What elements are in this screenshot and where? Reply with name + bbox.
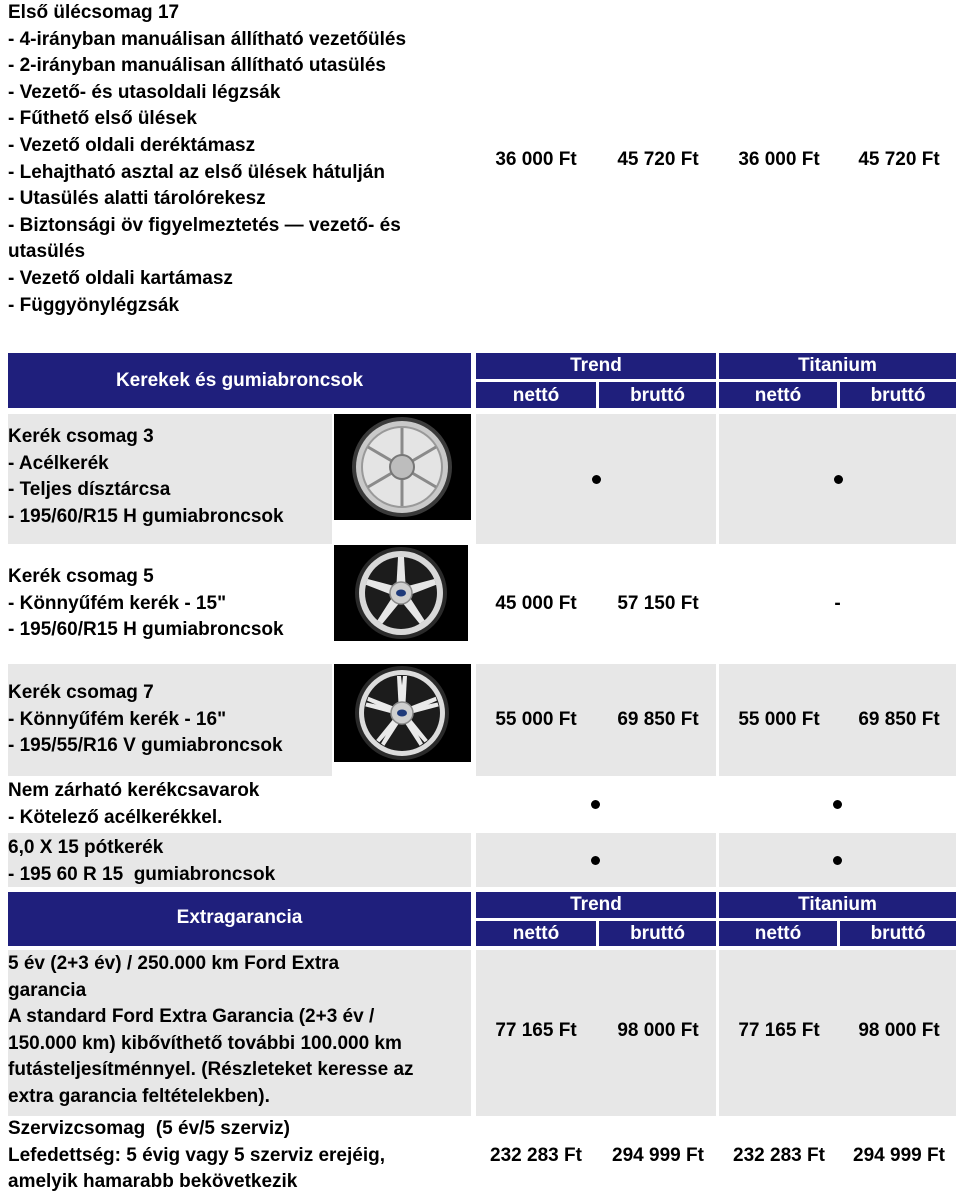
extra-warranty-line: garancia — [8, 979, 87, 1001]
service-pack-titanium-netto: 232 283 Ft — [733, 1145, 825, 1166]
lock-nuts-title: Nem zárható kerékcsavarok — [8, 780, 260, 801]
wheel-pack-5-line: - Könnyűfém kerék - 15" — [8, 592, 227, 614]
spare-wheel-line: - 195 60 R 15 gumiabroncsok — [8, 863, 276, 885]
warranty-header-brutto: bruttó — [870, 923, 926, 944]
included-dot — [591, 856, 600, 865]
warranty-header-trend-cell — [476, 892, 716, 918]
wheels-header-trend: Trend — [570, 355, 622, 376]
wheel-pack-5-trend-netto: 45 000 Ft — [495, 593, 577, 614]
wheel-pack-7-line: - Könnyűfém kerék - 16" — [8, 708, 227, 730]
warranty-header-titanium: Titanium — [798, 894, 877, 915]
seat-pack-title: Első ülécsomag 17 — [8, 2, 180, 23]
lock-nuts-text — [8, 778, 259, 831]
wheel-pack-5-trend-brutto: 57 150 Ft — [617, 593, 699, 614]
wheels-header-trend-brutto-cell — [599, 382, 716, 408]
seat-pack-line: - Fűthető első ülések — [8, 108, 197, 130]
seat-pack-line: utasülés — [8, 241, 86, 263]
wheel-pack-7-titanium-brutto: 69 850 Ft — [858, 709, 940, 730]
spare-wheel-trend-cell — [476, 833, 716, 887]
wheels-header-trend-cell — [476, 353, 716, 379]
extra-warranty-trend-brutto: 98 000 Ft — [617, 1020, 699, 1041]
warranty-header-titanium-cell — [719, 892, 956, 918]
spare-wheel-text — [8, 835, 275, 888]
wheel-pack-5-text — [8, 564, 284, 644]
seat-pack-text — [8, 0, 478, 319]
wheels-header-titanium-netto-cell — [719, 382, 837, 408]
warranty-header-titanium-brutto-cell — [840, 921, 956, 946]
warranty-header-netto: nettó — [512, 923, 560, 944]
wheel-pack-5-titanium: - — [834, 593, 841, 614]
seat-pack-trend-netto: 36 000 Ft — [495, 149, 577, 170]
wheels-header-title: Kerekek és gumiabroncsok — [115, 370, 364, 391]
service-pack-text — [8, 1116, 385, 1196]
seat-pack-trend-brutto: 45 720 Ft — [617, 149, 699, 170]
wheel-cover-image — [334, 414, 471, 520]
seat-pack-titanium-brutto: 45 720 Ft — [858, 149, 940, 170]
wheels-header-title-cell — [8, 353, 471, 408]
service-pack-line: Lefedettség: 5 évig vagy 5 szerviz erejéig, — [8, 1144, 386, 1166]
warranty-header-trend-brutto-cell — [599, 921, 716, 946]
alloy-wheel-15-image — [334, 545, 468, 641]
included-dot — [833, 856, 842, 865]
wheel-pack-7-titanium-netto: 55 000 Ft — [738, 709, 820, 730]
included-dot — [833, 800, 842, 809]
service-pack-trend-netto: 232 283 Ft — [490, 1145, 582, 1166]
extra-warranty-titanium-brutto: 98 000 Ft — [858, 1020, 940, 1041]
wheel-pack-3-trend-cell — [476, 414, 716, 544]
wheels-header-titanium: Titanium — [798, 355, 877, 376]
wheel-pack-7-trend-brutto: 69 850 Ft — [617, 709, 699, 730]
wheel-pack-3-line: - Acélkerék — [8, 452, 109, 474]
seat-pack-line: - 2-irányban manuálisan állítható utasülés — [8, 55, 386, 77]
seat-pack-line: - Vezető oldali kartámasz — [8, 267, 233, 289]
warranty-header-netto: nettó — [754, 923, 802, 944]
wheels-header-trend-netto-cell — [476, 382, 596, 408]
included-dot — [591, 800, 600, 809]
seat-pack-line: - Lehajtható asztal az első ülések hátulján — [8, 161, 385, 183]
extra-warranty-line: futásteljesítménnyel. (Részleteket keresse az — [8, 1059, 414, 1081]
service-pack-titanium-brutto: 294 999 Ft — [853, 1145, 945, 1166]
wheel-pack-3-title: Kerék csomag 3 — [8, 426, 154, 447]
service-pack-title: Szervizcsomag (5 év/5 szerviz) — [8, 1118, 290, 1139]
extra-warranty-titanium-netto: 77 165 Ft — [738, 1020, 820, 1041]
warranty-header-trend-netto-cell — [476, 921, 596, 946]
seat-pack-line: - 4-irányban manuálisan állítható vezetőülés — [8, 28, 407, 50]
extra-warranty-line: 150.000 km) kibővíthető további 100.000 km — [8, 1032, 402, 1054]
warranty-header-trend: Trend — [570, 894, 622, 915]
alloy-wheel-16-image — [334, 664, 471, 762]
spare-wheel-title: 6,0 X 15 pótkerék — [8, 837, 164, 858]
wheels-header-titanium-brutto-cell — [840, 382, 956, 408]
extra-warranty-line: A standard Ford Extra Garancia (2+3 év / — [8, 1006, 375, 1028]
included-dot — [592, 475, 601, 484]
extra-warranty-text — [8, 951, 414, 1111]
wheel-pack-3-text — [8, 424, 284, 530]
wheel-pack-5-line: - 195/60/R15 H gumiabroncsok — [8, 619, 284, 641]
seat-pack-line: - Vezető oldali deréktámasz — [8, 134, 256, 156]
wheel-pack-7-trend-netto: 55 000 Ft — [495, 709, 577, 730]
wheel-pack-3-line: - 195/60/R15 H gumiabroncsok — [8, 505, 284, 527]
wheels-header-brutto: bruttó — [870, 385, 926, 406]
wheels-header-netto: nettó — [512, 385, 560, 406]
service-pack-line: amelyik hamarabb bekövetkezik — [8, 1171, 298, 1193]
seat-pack-line: - Függyönylégzsák — [8, 294, 180, 316]
wheels-header-netto: nettó — [754, 385, 802, 406]
wheel-pack-5-title: Kerék csomag 5 — [8, 566, 154, 587]
wheel-pack-3-titanium-cell — [719, 414, 956, 544]
seat-pack-line: - Vezető- és utasoldali légzsák — [8, 81, 281, 103]
wheel-pack-7-line: - 195/55/R16 V gumiabroncsok — [8, 735, 283, 757]
seat-pack-line: - Biztonsági öv figyelmeztetés — vezető- és — [8, 214, 401, 236]
extra-warranty-line: extra garancia feltételekben). — [8, 1085, 270, 1107]
warranty-header-title-cell — [8, 892, 471, 946]
wheels-header-titanium-cell — [719, 353, 956, 379]
wheel-pack-7-text — [8, 680, 283, 760]
warranty-header-titanium-netto-cell — [719, 921, 837, 946]
extra-warranty-line: 5 év (2+3 év) / 250.000 km Ford Extra — [8, 953, 340, 974]
wheels-header-brutto: bruttó — [630, 385, 685, 406]
seat-pack-line: - Utasülés alatti tárolórekesz — [8, 188, 266, 210]
included-dot — [834, 475, 843, 484]
warranty-header-title: Extragarancia — [176, 907, 303, 928]
lock-nuts-line: - Kötelező acélkerékkel. — [8, 806, 223, 828]
warranty-header-brutto: bruttó — [630, 923, 685, 944]
service-pack-trend-brutto: 294 999 Ft — [612, 1145, 704, 1166]
wheel-pack-7-title: Kerék csomag 7 — [8, 682, 154, 703]
extra-warranty-trend-netto: 77 165 Ft — [495, 1020, 577, 1041]
seat-pack-titanium-netto: 36 000 Ft — [738, 149, 820, 170]
spare-wheel-titanium-cell — [719, 833, 956, 887]
wheel-pack-3-line: - Teljes dísztárcsa — [8, 479, 171, 501]
